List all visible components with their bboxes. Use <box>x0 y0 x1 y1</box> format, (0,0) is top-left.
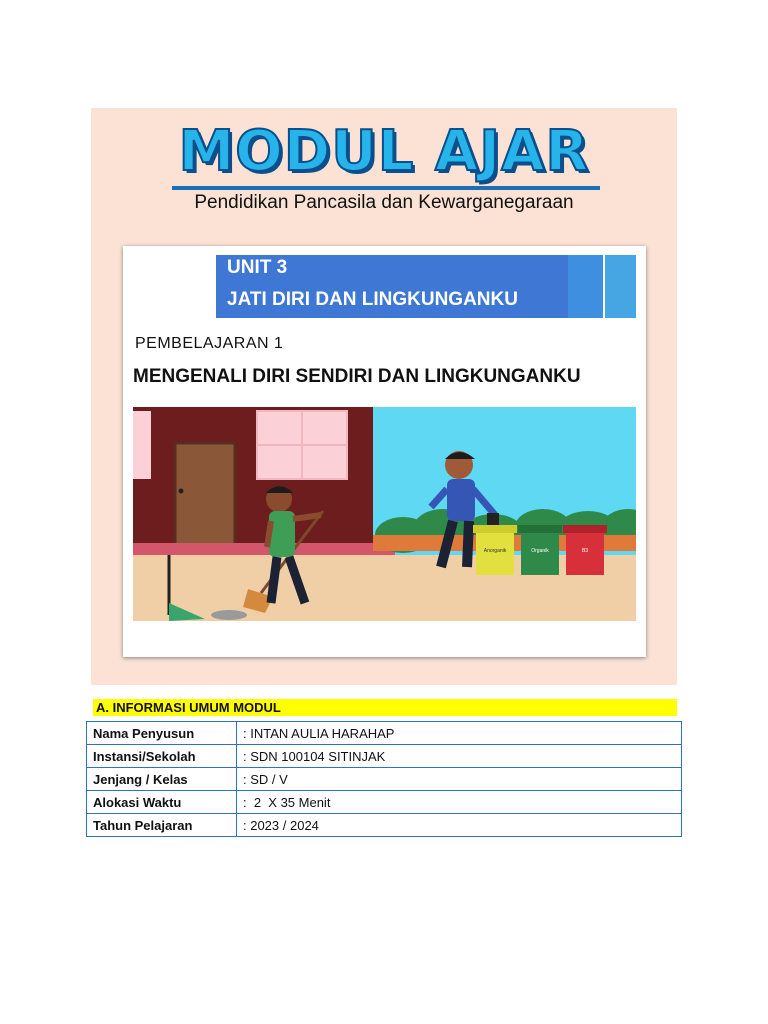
unit-number: UNIT 3 <box>227 257 288 278</box>
row-label: Jenjang / Kelas <box>87 768 237 791</box>
cover-panel <box>91 108 677 685</box>
section-heading <box>93 699 677 716</box>
title-underline <box>172 186 600 190</box>
module-subtitle: Pendidikan Pancasila dan Kewarganegaraan <box>194 192 574 213</box>
row-value: : 2 X 35 Menit <box>237 791 682 814</box>
bin-label: Anorganik <box>483 548 507 554</box>
module-title: MODUL AJAR <box>178 119 590 184</box>
section-heading-text: A. INFORMASI UMUM MODUL <box>96 700 281 715</box>
house-window <box>257 411 347 479</box>
module-info-table <box>86 721 682 837</box>
banner-stripe <box>568 255 603 318</box>
table-row <box>87 722 682 745</box>
bin-label: Organik <box>531 548 549 554</box>
row-value: : SDN 100104 SITINJAK <box>237 745 682 768</box>
row-label: Nama Penyusun <box>87 722 237 745</box>
unit-title: JATI DIRI DAN LINGKUNGANKU <box>227 289 518 310</box>
unit-card <box>123 246 646 657</box>
banner-stripe <box>605 255 636 318</box>
cover-illustration <box>133 407 636 633</box>
row-value: : 2023 / 2024 <box>237 814 682 837</box>
lesson-title: MENGENALI DIRI SENDIRI DAN LINGKUNGANKU <box>133 366 581 387</box>
table-row <box>87 814 682 837</box>
bin-label: B3 <box>581 548 589 554</box>
table-row <box>87 768 682 791</box>
lesson-number: PEMBELAJARAN 1 <box>135 335 284 352</box>
recycling-bins <box>473 525 607 575</box>
table-row <box>87 745 682 768</box>
table-row <box>87 791 682 814</box>
row-label: Instansi/Sekolah <box>87 745 237 768</box>
row-label: Alokasi Waktu <box>87 791 237 814</box>
row-label: Tahun Pelajaran <box>87 814 237 837</box>
row-value: : INTAN AULIA HARAHAP <box>237 722 682 745</box>
row-value: : SD / V <box>237 768 682 791</box>
